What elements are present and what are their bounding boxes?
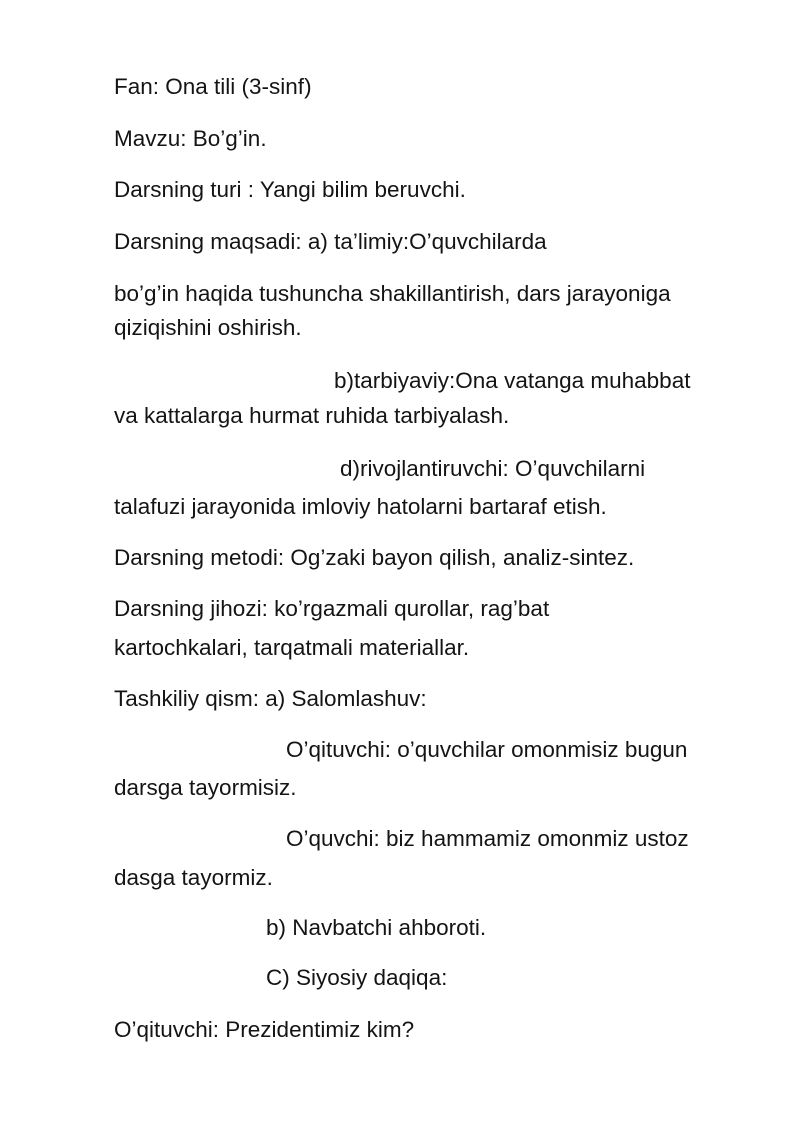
lesson-goal-d-line: d)rivojlantiruvchi: O’quvchilarni — [340, 456, 646, 481]
organizational-part-line: Tashkiliy qism: a) Salomlashuv: — [114, 686, 427, 711]
duty-report-line: b) Navbatchi ahboroti. — [266, 915, 487, 940]
lesson-goal-a-line: Darsning maqsadi: a) ta’limiy:O’quvchilarda — [114, 229, 547, 254]
lesson-equipment-line: Darsning jihozi: ko’rgazmali qurollar, rag’bat — [114, 596, 550, 621]
lesson-method-line: Darsning metodi: Og’zaki bayon qilish, analiz-sintez. — [114, 545, 635, 570]
lesson-equipment-continuation: kartochkalari, tarqatmali materiallar. — [114, 635, 470, 660]
subject-line: Fan: Ona tili (3-sinf) — [114, 74, 312, 99]
lesson-goal-a-continuation-2: qiziqishini oshirish. — [114, 315, 302, 340]
teacher-question-line: O’qituvchi: Prezidentimiz kim? — [114, 1017, 415, 1042]
teacher-greeting-continuation: darsga tayormisiz. — [114, 775, 297, 800]
lesson-type-line: Darsning turi : Yangi bilim beruvchi. — [114, 177, 466, 202]
student-reply-line: O’quvchi: biz hammamiz omonmiz ustoz — [286, 826, 689, 851]
teacher-greeting-line: O’qituvchi: o’quvchilar omonmisiz bugun — [286, 737, 688, 762]
lesson-goal-a-continuation: bo’g’in haqida tushuncha shakillantirish, dars jarayoniga — [114, 281, 671, 306]
lesson-goal-b-continuation: va kattalarga hurmat ruhida tarbiyalash. — [114, 403, 510, 428]
lesson-goal-d-continuation: talafuzi jarayonida imloviy hatolarni bartaraf etish. — [114, 494, 607, 519]
lesson-goal-b-line: b)tarbiyaviy:Ona vatanga muhabbat — [334, 368, 691, 393]
political-minute-line: C) Siyosiy daqiqa: — [266, 965, 448, 990]
student-reply-continuation: dasga tayormiz. — [114, 865, 273, 890]
topic-line: Mavzu: Bo’g’in. — [114, 126, 267, 151]
